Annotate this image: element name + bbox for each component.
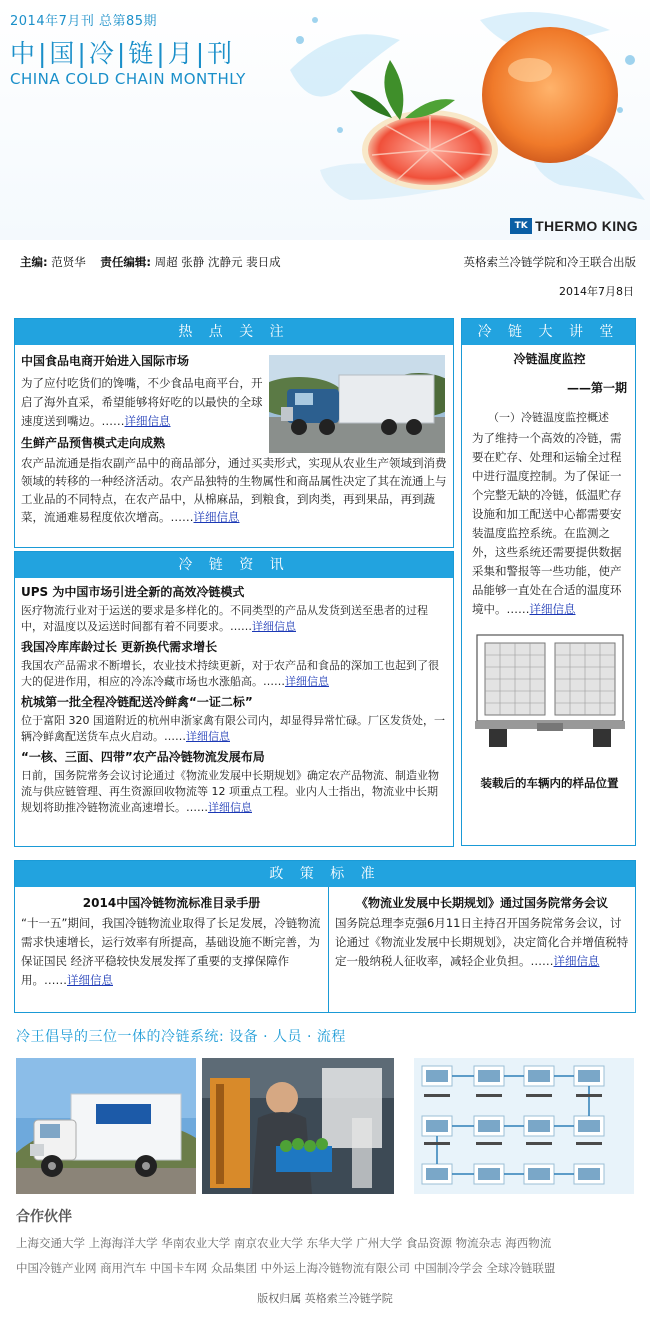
news-item-more-link[interactable]: 详细信息 bbox=[186, 730, 230, 743]
thermo-king-badge-icon: TK bbox=[510, 218, 532, 234]
policy-left-title[interactable]: 2014中国冷链物流标准目录手册 bbox=[82, 896, 261, 910]
lecture-body bbox=[472, 429, 627, 619]
masthead bbox=[0, 0, 650, 240]
policy-left-body bbox=[21, 914, 322, 990]
editor-credits bbox=[20, 254, 281, 270]
hot-topics-panel bbox=[14, 318, 454, 548]
policy-left-text: “十一五”期间，我国冷链物流业取得了长足发展，冷链物流需求快速增长，运行效率有所提高，基础设施不断完善，为保证国民 经济平稳较快发展发挥了重要的支撑保障作用。…… bbox=[21, 916, 321, 987]
policy-right-title[interactable]: 《物流业发展中长期规划》通过国务院常务会议 bbox=[355, 896, 608, 910]
refrigerated-truck-photo bbox=[16, 1058, 196, 1194]
partners-heading: 合作伙伴 bbox=[16, 1209, 72, 1225]
publication-date: 2014年7月8日 bbox=[559, 285, 634, 298]
cold-chain-lecture-panel bbox=[461, 318, 636, 846]
thermo-king-logo bbox=[510, 218, 638, 234]
hot-article-1-text: 为了应付吃货们的馋嘴，不少食品电商平台，开启了海外直采，希望能够将好吃的以最快的全球速度送到嘴边。…… bbox=[21, 376, 263, 428]
news-heading: 冷 链 资 讯 bbox=[15, 552, 453, 578]
lecture-section-title: （一）冷链温度监控概述 bbox=[488, 411, 609, 424]
policy-right-body bbox=[335, 914, 629, 971]
hot-article-2-body bbox=[21, 454, 447, 526]
diagram-caption: 装载后的车辆内的样品位置 bbox=[480, 776, 619, 790]
truck-loading-diagram bbox=[475, 633, 625, 751]
news-item-body bbox=[21, 603, 447, 635]
three-in-one-slogan: 冷王倡导的三位一体的冷链系统: 设备 · 人员 · 流程 bbox=[16, 1029, 346, 1045]
responsible-editors-names: 周超 张静 沈静元 裴日成 bbox=[154, 255, 281, 269]
news-item-body bbox=[21, 658, 447, 690]
magazine-title-cn: 中|国|冷|链|月|刊 bbox=[10, 39, 236, 68]
warehouse-worker-photo bbox=[202, 1058, 394, 1194]
cold-chain-news-panel bbox=[14, 551, 454, 847]
news-item-text: 我国农产品需求不断增长，农业技术持续更新，对于农产品和食品的深加工也起到了很大的促进作用，相应的冷冻冷藏市场也水涨船高。…… bbox=[21, 659, 439, 688]
truck-photo bbox=[269, 355, 445, 453]
policy-right-column bbox=[329, 887, 635, 1012]
cold-chain-process-flowchart bbox=[414, 1058, 634, 1194]
lecture-body-text: 为了维持一个高效的冷链，需要在贮存、处理和运输全过程中进行温度控制。为了保证一个完整无缺的冷链，低温贮存设施和加工配送中心都需要安装温度监控系统。在监测之外，这些系统还需要提供数据采集和警报等一些功能，使产品能够一直处在合适的温度环境中。…… bbox=[472, 431, 622, 616]
policy-right-more-link[interactable]: 详细信息 bbox=[553, 954, 600, 968]
news-item-text: 位于富阳 320 国道附近的杭州申浙家禽有限公司内，却显得异常忙碌。厂区发货处，一辆冷鲜禽配送货车点火启动。…… bbox=[21, 714, 445, 743]
hot-article-2-title[interactable]: 生鲜产品预售模式走向成熟 bbox=[21, 436, 166, 450]
grapefruit-splash-illustration bbox=[280, 0, 650, 230]
hot-article-1-body bbox=[21, 374, 266, 431]
policy-standards-panel bbox=[14, 860, 636, 1013]
lecture-issue: ——第一期 bbox=[566, 381, 627, 395]
hot-article-1-title[interactable]: 中国食品电商开始进入国际市场 bbox=[21, 354, 190, 368]
hot-article-2-text: 农产品流通是指农副产品中的商品部分，通过买卖形式，实现从农业生产领域到消费领域的转移的一种经济活动。农产品独特的生物属性和商品属性决定了其在流通上与工业品的不同特点，在农产品中，从棉麻品，到粮食，到肉类，再到果品，再到蔬菜，流通难易程度依次增高。…… bbox=[21, 456, 447, 524]
thermo-king-wordmark: THERMO KING bbox=[535, 218, 638, 234]
hot-article-1-more-link[interactable]: 详细信息 bbox=[124, 414, 171, 428]
news-item-body bbox=[21, 713, 447, 745]
copyright-notice: 版权归属 英格索兰冷链学院 bbox=[257, 1292, 393, 1305]
responsible-editors-label: 责任编辑: bbox=[100, 255, 151, 269]
policy-right-text: 国务院总理李克强6月11日主持召开国务院常务会议，讨论通过《物流业发展中长期规划》，决定简化合并增值税特定一般纳税人征收率，减轻企业负担。…… bbox=[335, 916, 629, 968]
policy-heading: 政 策 标 准 bbox=[15, 861, 635, 887]
policy-left-column bbox=[15, 887, 329, 1012]
partners-list-row-2[interactable]: 中国冷链产业网 商用汽车 中国卡车网 众品集团 中外运上海冷链物流有限公司 中国制冷学会 全球冷链联盟 bbox=[16, 1261, 556, 1275]
lecture-title[interactable]: 冷链温度监控 bbox=[513, 352, 586, 366]
lecture-heading: 冷 链 大 讲 堂 bbox=[462, 319, 635, 345]
news-item-title[interactable]: 我国冷库库龄过长 更新换代需求增长 bbox=[21, 640, 218, 654]
lecture-more-link[interactable]: 详细信息 bbox=[529, 602, 576, 616]
issue-line: 2014年7月刊 总第85期 bbox=[10, 14, 158, 29]
news-item-text: 医疗物流行业对于运送的要求是多样化的。不同类型的产品从发货到送至患者的过程中，对温度以及运送时间都有着不同要求。…… bbox=[21, 604, 428, 633]
policy-left-more-link[interactable]: 详细信息 bbox=[67, 973, 113, 987]
news-item-text: 日前，国务院常务会议讨论通过《物流业发展中长期规划》确定农产品物流、制造业物流与供应链管理、再生资源回收物流等 12 项重点工程。业内人士指出，物流业中长期规划将助推冷链物流业高速增长。…… bbox=[21, 769, 439, 814]
news-item-more-link[interactable]: 详细信息 bbox=[285, 675, 329, 688]
publisher-line: 英格索兰冷链学院和冷王联合出版 bbox=[463, 255, 636, 269]
news-item-more-link[interactable]: 详细信息 bbox=[208, 801, 252, 814]
chief-editor-name: 范贤华 bbox=[51, 255, 86, 269]
news-item-more-link[interactable]: 详细信息 bbox=[252, 620, 296, 633]
partners-list-row-1[interactable]: 上海交通大学 上海海洋大学 华南农业大学 南京农业大学 东华大学 广州大学 食品资源 物流杂志 海西物流 bbox=[16, 1236, 552, 1250]
news-item-title[interactable]: “一核、三面、四带”农产品冷链物流发展布局 bbox=[21, 750, 265, 764]
hot-article-2-more-link[interactable]: 详细信息 bbox=[193, 510, 240, 524]
hot-topics-heading: 热 点 关 注 bbox=[15, 319, 453, 345]
news-item-title[interactable]: 杭城第一批全程冷链配送冷鲜禽“一证二标” bbox=[21, 695, 253, 709]
chief-editor-label: 主编: bbox=[20, 255, 48, 269]
magazine-title-en: CHINA COLD CHAIN MONTHLY bbox=[10, 70, 246, 88]
news-item-title[interactable]: UPS 为中国市场引进全新的高效冷链模式 bbox=[21, 585, 245, 599]
news-item-body bbox=[21, 768, 447, 816]
